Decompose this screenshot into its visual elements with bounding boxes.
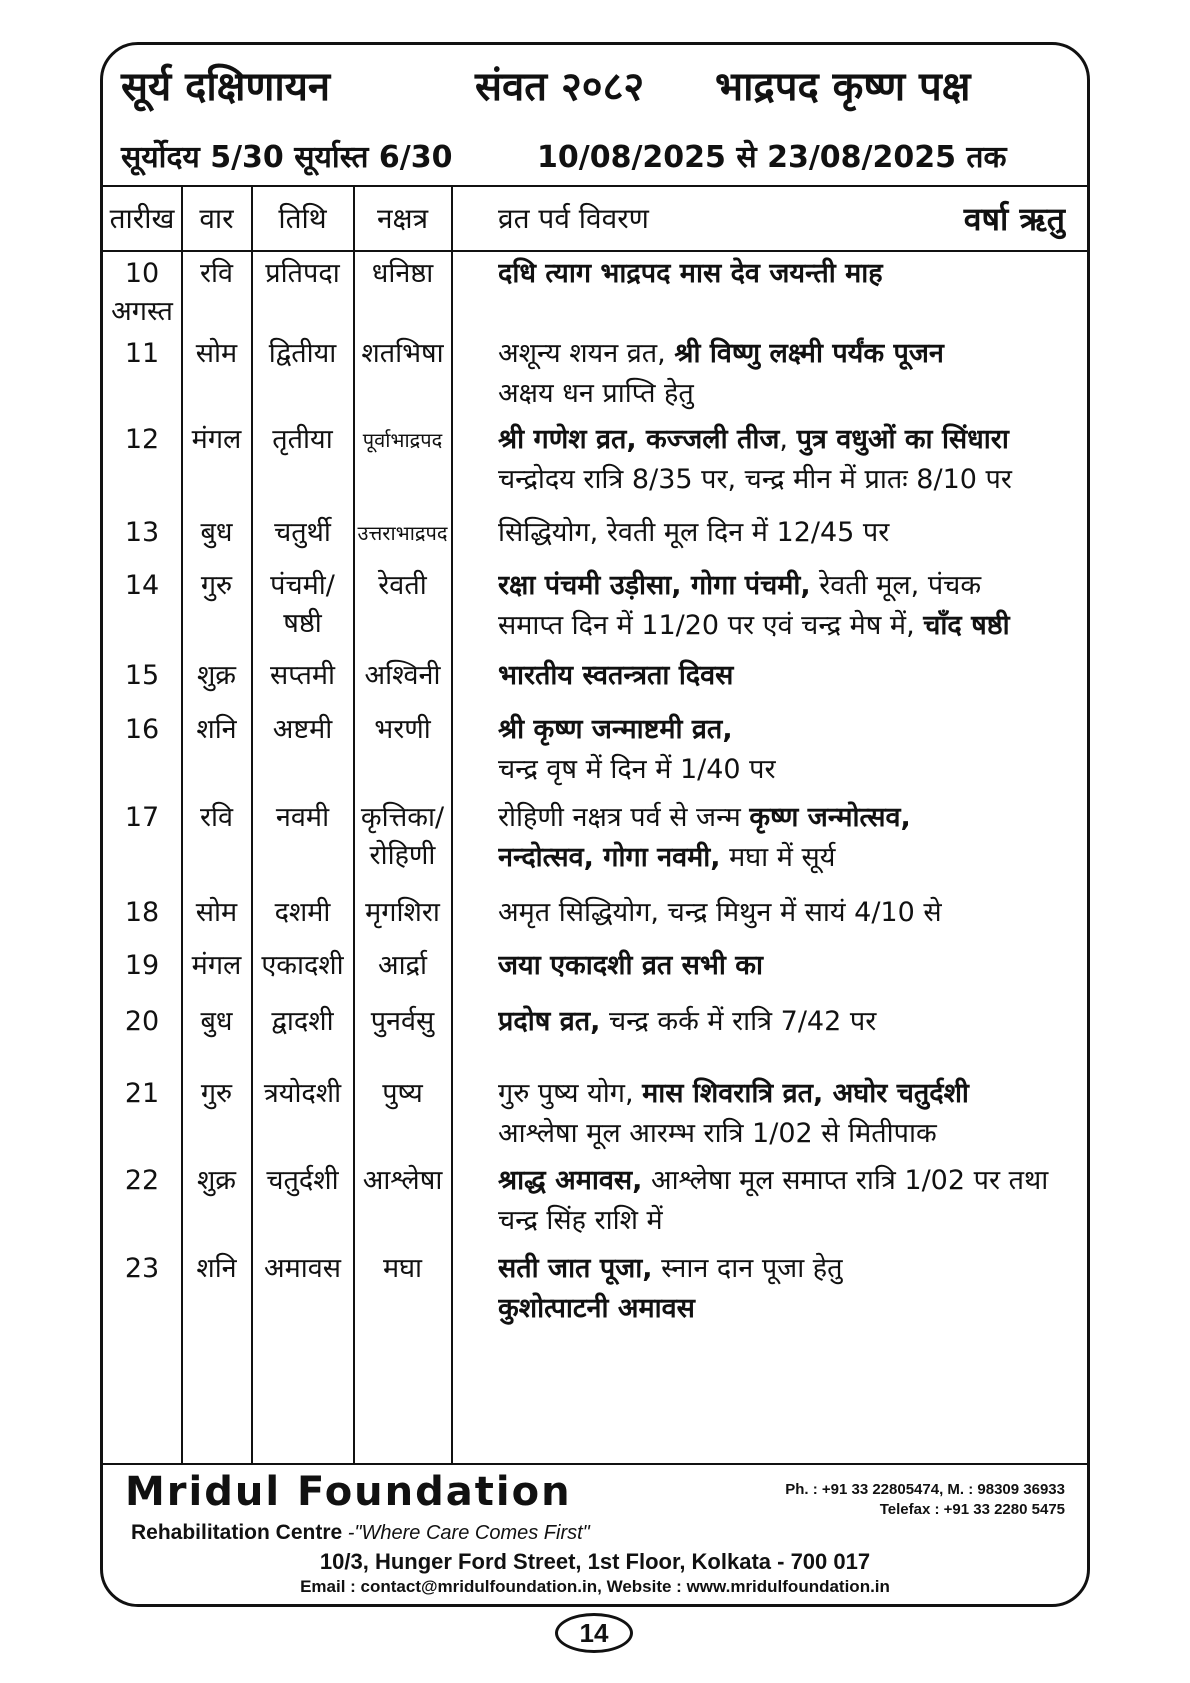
date-number: 11 xyxy=(124,338,160,369)
date-range: 10/08/2025 से 23/08/2025 तक xyxy=(537,140,1007,175)
description-line xyxy=(498,374,1088,414)
festival-highlight: श्री कृष्ण जन्माष्टमी व्रत, xyxy=(498,714,733,745)
date-number: 13 xyxy=(124,517,160,548)
description-line xyxy=(498,1289,1088,1329)
column-header-description: व्रत पर्व विवरण xyxy=(498,202,649,235)
date-number: 18 xyxy=(124,897,160,928)
description-text: चन्द्रोदय रात्रि 8/35 पर, चन्द्र मीन में प्रातः 8/10 पर xyxy=(498,464,1012,495)
nakshatra-line: पुनर्वसु xyxy=(370,1006,435,1037)
festival-highlight: नन्दोत्सव, गोगा नवमी, xyxy=(498,842,721,873)
header-row-1 xyxy=(103,45,1087,123)
date-number: 17 xyxy=(124,802,160,833)
tithi-line: द्वितीया xyxy=(268,338,337,369)
nakshatra-line: कृत्तिका/ xyxy=(360,802,445,833)
row-description xyxy=(498,710,1088,790)
row-tithi xyxy=(252,1162,353,1200)
description-line xyxy=(498,566,1088,606)
description-text: चन्द्र वृष में दिन में 1/40 पर xyxy=(498,754,776,785)
row-nakshatra xyxy=(354,711,451,749)
row-day: रवि xyxy=(199,258,234,289)
nakshatra-line: भरणी xyxy=(374,714,431,745)
festival-highlight: जया एकादशी व्रत सभी का xyxy=(498,950,763,981)
row-tithi xyxy=(252,255,353,293)
description-text: स्नान दान पूजा हेतु xyxy=(652,1253,843,1284)
tithi-line: पंचमी/ xyxy=(270,570,335,601)
row-nakshatra xyxy=(354,947,451,985)
row-tithi xyxy=(252,514,353,552)
row-tithi xyxy=(252,799,353,837)
row-description xyxy=(498,798,1088,878)
address: 10/3, Hunger Ford Street, 1st Floor, Kolkata - 700 017 xyxy=(319,1549,871,1574)
row-nakshatra xyxy=(354,1162,451,1200)
festival-highlight: श्राद्ध अमावस, xyxy=(498,1165,643,1196)
telefax: Telefax : +91 33 2280 5475 xyxy=(879,1501,1065,1518)
nakshatra-line: पूर्वाभाद्रपद xyxy=(362,428,443,452)
description-line xyxy=(498,1249,1088,1289)
row-day: मंगल xyxy=(191,950,242,981)
rehab-line xyxy=(131,1521,590,1545)
nakshatra-line: मृगशिरा xyxy=(365,897,440,928)
tithi-line: सप्तमी xyxy=(269,660,336,691)
row-nakshatra xyxy=(354,335,451,373)
row-day: शनि xyxy=(196,714,237,745)
description-line xyxy=(498,420,1088,460)
date-number: 15 xyxy=(124,660,160,691)
rehab-centre: Rehabilitation Centre xyxy=(131,1521,343,1544)
row-tithi xyxy=(252,1003,353,1041)
row-tithi xyxy=(252,1250,353,1288)
description-line xyxy=(498,1161,1088,1201)
row-date xyxy=(103,799,181,837)
row-description xyxy=(498,1249,1088,1329)
row-tithi xyxy=(252,421,353,459)
row-day: रवि xyxy=(199,802,234,833)
row-date xyxy=(103,1162,181,1200)
row-nakshatra xyxy=(354,657,451,695)
row-tithi xyxy=(252,711,353,749)
row-tithi xyxy=(252,567,353,643)
description-line xyxy=(498,513,1088,553)
date-month: अगस्त xyxy=(111,296,173,327)
row-nakshatra xyxy=(354,567,451,605)
description-line xyxy=(498,254,1088,294)
description-line xyxy=(498,710,1088,750)
date-number: 22 xyxy=(124,1165,160,1196)
row-date xyxy=(103,894,181,932)
row-description xyxy=(498,656,1088,696)
description-line xyxy=(498,606,1088,646)
tithi-line: नवमी xyxy=(275,802,330,833)
date-number: 20 xyxy=(124,1006,160,1037)
tagline: -"Where Care Comes First" xyxy=(342,1522,590,1544)
tithi-line: अमावस xyxy=(263,1253,342,1284)
description-line xyxy=(498,798,1088,838)
tithi-line: अष्टमी xyxy=(272,714,333,745)
calendar-page-frame xyxy=(100,42,1090,1607)
column-header-season: वर्षा ऋतु xyxy=(963,200,1065,238)
description-line xyxy=(498,460,1088,500)
nakshatra-line: आश्लेषा xyxy=(362,1165,443,1196)
date-number: 16 xyxy=(124,714,160,745)
description-text: आश्लेषा मूल समाप्त रात्रि 1/02 पर तथा xyxy=(642,1165,1049,1196)
description-text: अक्षय धन प्राप्ति हेतु xyxy=(498,378,694,409)
nakshatra-line: धनिष्ठा xyxy=(371,258,434,289)
festival-highlight: दधि त्याग भाद्रपद मास देव जयन्ती माह xyxy=(498,258,883,289)
tithi-line: तृतीया xyxy=(272,424,333,455)
footer xyxy=(103,1467,1087,1607)
description-text: सिद्धियोग, रेवती मूल दिन में 12/45 पर xyxy=(498,517,890,548)
row-tithi xyxy=(252,657,353,695)
header-row-2 xyxy=(103,127,1087,187)
description-line xyxy=(498,946,1088,986)
row-tithi xyxy=(252,894,353,932)
column-divider xyxy=(451,187,453,1465)
description-text: चन्द्र सिंह राशि में xyxy=(498,1205,663,1236)
festival-highlight: प्रदोष व्रत, xyxy=(498,1006,601,1037)
date-number: 12 xyxy=(124,424,160,455)
festival-highlight: मास शिवरात्रि व्रत, अघोर चतुर्दशी xyxy=(642,1078,969,1109)
description-line xyxy=(498,838,1088,878)
row-nakshatra xyxy=(354,421,451,459)
row-tithi xyxy=(252,335,353,373)
row-description xyxy=(498,513,1088,553)
row-tithi xyxy=(252,1075,353,1113)
description-text: , xyxy=(779,424,797,455)
row-date xyxy=(103,1250,181,1288)
date-number: 14 xyxy=(124,570,160,601)
description-text: रेवती मूल, पंचक xyxy=(810,570,982,601)
tithi-line: त्रयोदशी xyxy=(263,1078,342,1109)
description-line xyxy=(498,1114,1088,1154)
festival-highlight: सती जात पूजा, xyxy=(498,1253,653,1284)
row-day: मंगल xyxy=(191,424,242,455)
row-description xyxy=(498,420,1088,500)
description-line xyxy=(498,893,1088,933)
row-description xyxy=(498,254,1088,294)
description-text: चन्द्र कर्क में रात्रि 7/42 पर xyxy=(600,1006,877,1037)
row-day: बुध xyxy=(200,517,233,548)
org-name: Mridul Foundation xyxy=(125,1469,572,1515)
description-text: आश्लेषा मूल आरम्भ रात्रि 1/02 से मितीपाक xyxy=(498,1118,937,1149)
column-header-nakshatra: नक्षत्र xyxy=(376,202,429,235)
row-date xyxy=(103,1075,181,1113)
tithi-line: दशमी xyxy=(274,897,331,928)
samvat-title: संवत २०८२ xyxy=(475,64,645,110)
nakshatra-line: पुष्य xyxy=(382,1078,423,1109)
description-line xyxy=(498,750,1088,790)
row-day: सोम xyxy=(195,338,238,369)
row-day: शनि xyxy=(196,1253,237,1284)
row-nakshatra xyxy=(354,1250,451,1288)
tithi-line: षष्ठी xyxy=(283,608,322,639)
row-day: गुरु xyxy=(200,570,233,601)
row-description xyxy=(498,1002,1088,1042)
nakshatra-line: शतभिषा xyxy=(361,338,444,369)
row-day: बुध xyxy=(200,1006,233,1037)
ayana-title: सूर्य दक्षिणायन xyxy=(121,64,331,110)
row-date xyxy=(103,335,181,373)
date-number: 23 xyxy=(124,1253,160,1284)
festival-highlight: श्री विष्णु लक्ष्मी पर्यंक पूजन xyxy=(674,338,944,369)
phone-numbers: Ph. : +91 33 22805474, M. : 98309 36933 xyxy=(785,1481,1065,1498)
row-nakshatra xyxy=(354,255,451,293)
tithi-line: चतुर्थी xyxy=(274,517,331,548)
description-text: मघा में सूर्य xyxy=(720,842,836,873)
description-text: रोहिणी नक्षत्र पर्व से जन्म xyxy=(498,802,750,833)
column-header-tithi: तिथि xyxy=(278,202,327,235)
tithi-line: चतुर्दशी xyxy=(266,1165,339,1196)
row-date xyxy=(103,1003,181,1041)
row-nakshatra xyxy=(354,1003,451,1041)
description-line xyxy=(498,334,1088,374)
festival-highlight: कृष्ण जन्मोत्सव, xyxy=(749,802,911,833)
row-description xyxy=(498,1074,1088,1154)
tithi-line: एकादशी xyxy=(261,950,344,981)
festival-highlight: पुत्र वधुओं का सिंधारा xyxy=(796,424,1009,455)
row-nakshatra xyxy=(354,1075,451,1113)
row-description xyxy=(498,893,1088,933)
row-date xyxy=(103,255,181,331)
nakshatra-line: अश्विनी xyxy=(364,660,441,691)
row-date xyxy=(103,421,181,459)
row-day: गुरु xyxy=(200,1078,233,1109)
page-number: 14 xyxy=(555,1613,633,1653)
row-description xyxy=(498,946,1088,986)
row-tithi xyxy=(252,947,353,985)
description-line xyxy=(498,1002,1088,1042)
festival-highlight: कुशोत्पाटनी अमावस xyxy=(498,1293,695,1324)
row-description xyxy=(498,1161,1088,1241)
date-number: 19 xyxy=(124,950,160,981)
email-website: Email : contact@mridulfoundation.in, Website : www.mridulfoundation.in xyxy=(300,1577,890,1596)
row-nakshatra xyxy=(354,514,451,552)
festival-highlight: श्री गणेश व्रत, कज्जली तीज xyxy=(498,424,780,455)
paksha-title: भाद्रपद कृष्ण पक्ष xyxy=(715,64,971,110)
row-day: शुक्र xyxy=(196,660,237,691)
festival-highlight: चाँद षष्ठी xyxy=(923,610,1010,641)
row-nakshatra xyxy=(354,894,451,932)
description-line xyxy=(498,1074,1088,1114)
description-line xyxy=(498,656,1088,696)
nakshatra-line: आर्द्रा xyxy=(378,950,427,981)
description-text: समाप्त दिन में 11/20 पर एवं चन्द्र मेष में, xyxy=(498,610,924,641)
nakshatra-line: मघा xyxy=(382,1253,423,1284)
column-header-day: वार xyxy=(199,202,234,235)
tithi-line: द्वादशी xyxy=(271,1006,334,1037)
nakshatra-line: रेवती xyxy=(378,570,427,601)
description-text: अमृत सिद्धियोग, चन्द्र मिथुन में सायं 4/10 से xyxy=(498,897,942,928)
description-line xyxy=(498,1201,1088,1241)
row-description xyxy=(498,566,1088,646)
row-date xyxy=(103,567,181,605)
row-description xyxy=(498,334,1088,414)
nakshatra-line: रोहिणी xyxy=(369,840,436,871)
description-text: अशून्य शयन व्रत, xyxy=(498,338,675,369)
row-day: शुक्र xyxy=(196,1165,237,1196)
sun-times: सूर्योदय 5/30 सूर्यास्त 6/30 xyxy=(121,140,453,175)
column-header-date: तारीख xyxy=(109,202,175,235)
description-text: गुरु पुष्य योग, xyxy=(498,1078,643,1109)
date-number: 21 xyxy=(124,1078,160,1109)
festival-highlight: भारतीय स्वतन्त्रता दिवस xyxy=(498,660,734,691)
row-day: सोम xyxy=(195,897,238,928)
row-date xyxy=(103,514,181,552)
tithi-line: प्रतिपदा xyxy=(265,258,340,289)
row-date xyxy=(103,711,181,749)
row-date xyxy=(103,657,181,695)
date-number: 10 xyxy=(124,258,160,289)
festival-highlight: रक्षा पंचमी उड़ीसा, गोगा पंचमी, xyxy=(498,570,811,601)
row-date xyxy=(103,947,181,985)
row-nakshatra xyxy=(354,799,451,875)
nakshatra-line: उत्तराभाद्रपद xyxy=(357,521,448,545)
